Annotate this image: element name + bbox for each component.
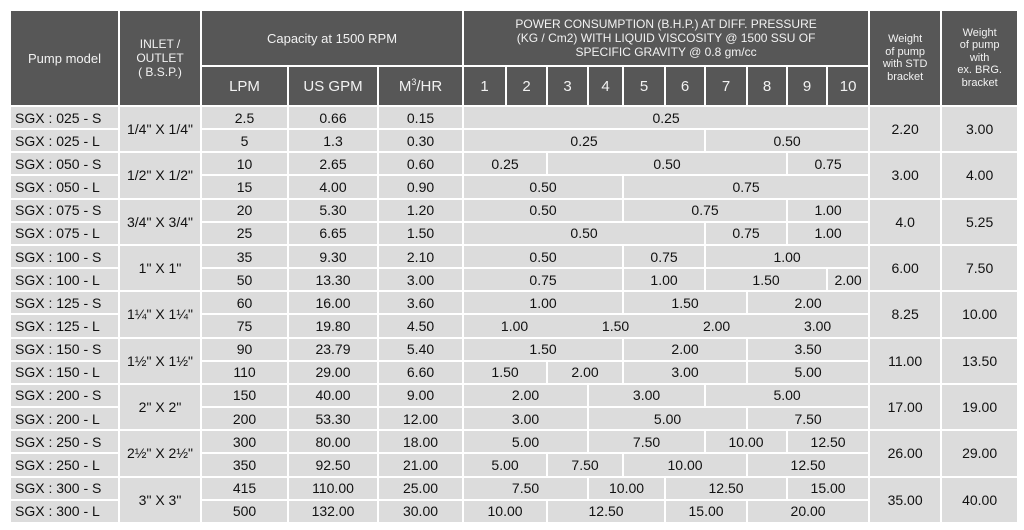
power-cell: 5.00 — [463, 430, 588, 453]
m3hr-cell: 0.30 — [378, 129, 463, 152]
power-cell: 2.00 — [827, 268, 869, 291]
model-cell: SGX : 200 - S — [10, 384, 119, 407]
lpm-cell: 2.5 — [201, 106, 288, 129]
model-cell: SGX : 050 - L — [10, 175, 119, 198]
power-cell: 10.00 — [705, 430, 787, 453]
header-row-1 — [10, 10, 1018, 66]
power-value: 1.50 — [601, 317, 630, 334]
weight-std-cell: 11.00 — [869, 338, 941, 384]
power-cell: 1.50 — [463, 361, 547, 384]
model-cell: SGX : 200 - L — [10, 407, 119, 430]
power-cell: 10.00 — [588, 477, 665, 500]
weight-ex-cell: 3.00 — [941, 106, 1018, 152]
header-m3hr: $M^3/HR$ — [378, 66, 463, 106]
power-cell: 12.50 — [787, 430, 869, 453]
power-cell: 12.50 — [747, 453, 869, 476]
lpm-cell: 350 — [201, 453, 288, 476]
model-cell: SGX : 075 - S — [10, 199, 119, 222]
lpm-cell: 500 — [201, 500, 288, 523]
power-cell: 3.00 — [588, 384, 705, 407]
weight-std-cell: 17.00 — [869, 384, 941, 430]
power-cell: 1.00 — [623, 268, 705, 291]
power-cell: 12.50 — [665, 477, 787, 500]
lpm-cell: 20 — [201, 199, 288, 222]
power-cell: 3.00 — [463, 407, 588, 430]
model-cell: SGX : 025 - L — [10, 129, 119, 152]
header-pressure-1: 1 — [463, 66, 506, 106]
size-cell: 1/2" X 1/2" — [119, 152, 201, 198]
usgpm-cell: 80.00 — [288, 430, 378, 453]
power-cell: 0.25 — [463, 106, 869, 129]
weight-ex-cell: 13.50 — [941, 338, 1018, 384]
model-cell: SGX : 125 - L — [10, 314, 119, 337]
usgpm-cell: 92.50 — [288, 453, 378, 476]
usgpm-cell: 0.66 — [288, 106, 378, 129]
usgpm-cell: 5.30 — [288, 199, 378, 222]
header-power-consumption: POWER CONSUMPTION (B.H.P.) AT DIFF. PRESSURE (KG / Cm2) WITH LIQUID VISCOSITY @ 1500 SSU OF SPECIFIC GRAVITY @ 0.8 gm/cc — [463, 10, 869, 66]
weight-std-cell: 35.00 — [869, 477, 941, 524]
power-cell: 2.00 — [463, 384, 588, 407]
table-row — [10, 430, 1018, 453]
power-cell: 0.75 — [623, 199, 787, 222]
table-row — [10, 106, 1018, 129]
weight-ex-cell: 10.00 — [941, 291, 1018, 337]
table-row — [10, 245, 1018, 268]
power-cell: 5.00 — [463, 453, 547, 476]
size-cell: 1/4" X 1/4" — [119, 106, 201, 152]
power-cell: 1.50 — [463, 338, 623, 361]
weight-std-cell: 3.00 — [869, 152, 941, 198]
model-cell: SGX : 025 - S — [10, 106, 119, 129]
weight-std-cell: 4.0 — [869, 199, 941, 245]
usgpm-cell: 16.00 — [288, 291, 378, 314]
weight-ex-cell: 40.00 — [941, 477, 1018, 524]
lpm-cell: 90 — [201, 338, 288, 361]
model-cell: SGX : 050 - S — [10, 152, 119, 175]
header-pressure-10: 10 — [827, 66, 869, 106]
power-cell: 3.00 — [623, 361, 747, 384]
header-pressure-5: 5 — [623, 66, 665, 106]
lpm-cell: 60 — [201, 291, 288, 314]
usgpm-cell: 2.65 — [288, 152, 378, 175]
header-weight-ex: Weight of pump with ex. BRG. bracket — [941, 10, 1018, 106]
model-cell: SGX : 300 - L — [10, 500, 119, 523]
m3hr-cell: 3.00 — [378, 268, 463, 291]
table-row — [10, 477, 1018, 500]
power-cell: 1.50 — [705, 268, 827, 291]
weight-std-cell: 26.00 — [869, 430, 941, 476]
lpm-cell: 75 — [201, 314, 288, 337]
m3hr-cell: 30.00 — [378, 500, 463, 523]
m3hr-cell: 12.00 — [378, 407, 463, 430]
m3hr-cell: 2.10 — [378, 245, 463, 268]
size-cell: 2" X 2" — [119, 384, 201, 430]
m3hr-cell: 3.60 — [378, 291, 463, 314]
weight-ex-cell: 19.00 — [941, 384, 1018, 430]
header-capacity: Capacity at 1500 RPM — [201, 10, 463, 66]
header-lpm: LPM — [201, 66, 288, 106]
power-cell: 0.75 — [705, 222, 787, 245]
usgpm-cell: 1.3 — [288, 129, 378, 152]
table-row — [10, 199, 1018, 222]
m3hr-cell: 4.50 — [378, 314, 463, 337]
header-pressure-7: 7 — [705, 66, 747, 106]
header-usgpm: US GPM — [288, 66, 378, 106]
power-value: 3.00 — [803, 317, 832, 334]
header-pressure-4: 4 — [588, 66, 623, 106]
model-cell: SGX : 300 - S — [10, 477, 119, 500]
table-row — [10, 291, 1018, 314]
usgpm-cell: 13.30 — [288, 268, 378, 291]
power-cell: 2.00 — [747, 291, 869, 314]
table-row — [10, 384, 1018, 407]
m3hr-cell: 9.00 — [378, 384, 463, 407]
size-cell: 3/4" X 3/4" — [119, 199, 201, 245]
m3hr-cell: 0.60 — [378, 152, 463, 175]
weight-std-cell: 2.20 — [869, 106, 941, 152]
power-cell: 20.00 — [747, 500, 869, 523]
m3hr-cell: 0.90 — [378, 175, 463, 198]
size-cell: 1½" X 1½" — [119, 338, 201, 384]
m3hr-cell: 18.00 — [378, 430, 463, 453]
lpm-cell: 10 — [201, 152, 288, 175]
power-cell: 1.00 — [787, 222, 869, 245]
power-cell: 1.00 — [787, 199, 869, 222]
header-pressure-6: 6 — [665, 66, 705, 106]
m3hr-cell: 5.40 — [378, 338, 463, 361]
m3hr-cell: 1.20 — [378, 199, 463, 222]
power-cell: 1.00 — [705, 245, 869, 268]
header-pressure-8: 8 — [747, 66, 787, 106]
header-weight-std: Weight of pump with STD bracket — [869, 10, 941, 106]
lpm-cell: 25 — [201, 222, 288, 245]
usgpm-cell: 132.00 — [288, 500, 378, 523]
m3hr-cell: 25.00 — [378, 477, 463, 500]
weight-ex-cell: 7.50 — [941, 245, 1018, 291]
power-cell: 0.75 — [787, 152, 869, 175]
power-cell: 7.50 — [547, 453, 623, 476]
size-cell: 1" X 1" — [119, 245, 201, 291]
lpm-cell: 300 — [201, 430, 288, 453]
power-cell: 0.75 — [463, 268, 623, 291]
model-cell: SGX : 150 - L — [10, 361, 119, 384]
table-row — [10, 152, 1018, 175]
power-cell: 0.75 — [623, 245, 705, 268]
size-cell: 3" X 3" — [119, 477, 201, 524]
lpm-cell: 50 — [201, 268, 288, 291]
power-value: 2.00 — [702, 317, 731, 334]
usgpm-cell: 29.00 — [288, 361, 378, 384]
model-cell: SGX : 075 - L — [10, 222, 119, 245]
usgpm-cell: 53.30 — [288, 407, 378, 430]
lpm-cell: 110 — [201, 361, 288, 384]
lpm-cell: 35 — [201, 245, 288, 268]
power-cell: 10.00 — [623, 453, 747, 476]
power-cell: 0.50 — [463, 199, 623, 222]
weight-ex-cell: 4.00 — [941, 152, 1018, 198]
power-cell: 7.50 — [747, 407, 869, 430]
power-cell: 3.50 — [747, 338, 869, 361]
power-cell: 2.00 — [623, 338, 747, 361]
header-pump-model: Pump model — [10, 10, 119, 106]
power-cell: 7.50 — [463, 477, 588, 500]
power-cell: 0.25 — [463, 152, 547, 175]
m3hr-cell: 21.00 — [378, 453, 463, 476]
usgpm-cell: 110.00 — [288, 477, 378, 500]
power-values — [464, 315, 868, 336]
power-cell: 0.75 — [623, 175, 869, 198]
weight-ex-cell: 29.00 — [941, 430, 1018, 476]
table-row — [10, 338, 1018, 361]
lpm-cell: 150 — [201, 384, 288, 407]
model-cell: SGX : 125 - S — [10, 291, 119, 314]
m3hr-cell: 6.60 — [378, 361, 463, 384]
power-cell — [463, 314, 869, 337]
power-cell: 0.50 — [547, 152, 787, 175]
power-cell: 12.50 — [547, 500, 665, 523]
power-cell: 7.50 — [588, 430, 705, 453]
model-cell: SGX : 150 - S — [10, 338, 119, 361]
size-cell: 2½" X 2½" — [119, 430, 201, 476]
model-cell: SGX : 100 - L — [10, 268, 119, 291]
power-cell: 0.50 — [463, 245, 623, 268]
usgpm-cell: 23.79 — [288, 338, 378, 361]
power-cell: 15.00 — [665, 500, 747, 523]
power-cell: 0.50 — [705, 129, 869, 152]
power-cell: 1.50 — [623, 291, 747, 314]
lpm-cell: 5 — [201, 129, 288, 152]
usgpm-cell: 4.00 — [288, 175, 378, 198]
weight-std-cell: 8.25 — [869, 291, 941, 337]
power-cell: 1.00 — [463, 291, 623, 314]
power-cell: 0.50 — [463, 222, 705, 245]
power-cell: 2.00 — [547, 361, 623, 384]
model-cell: SGX : 250 - S — [10, 430, 119, 453]
model-cell: SGX : 250 - L — [10, 453, 119, 476]
m3hr-cell: 0.15 — [378, 106, 463, 129]
usgpm-cell: 9.30 — [288, 245, 378, 268]
m3hr-cell: 1.50 — [378, 222, 463, 245]
power-cell: 0.25 — [463, 129, 705, 152]
header-inlet-outlet: INLET / OUTLET ( B.S.P.) — [119, 10, 201, 106]
lpm-cell: 15 — [201, 175, 288, 198]
model-cell: SGX : 100 - S — [10, 245, 119, 268]
lpm-cell: 200 — [201, 407, 288, 430]
usgpm-cell: 40.00 — [288, 384, 378, 407]
power-cell: 10.00 — [463, 500, 547, 523]
lpm-cell: 415 — [201, 477, 288, 500]
header-pressure-9: 9 — [787, 66, 827, 106]
weight-ex-cell: 5.25 — [941, 199, 1018, 245]
power-cell: 0.50 — [463, 175, 623, 198]
power-cell: 5.00 — [705, 384, 869, 407]
power-cell: 5.00 — [747, 361, 869, 384]
power-cell: 5.00 — [588, 407, 747, 430]
header-pressure-3: 3 — [547, 66, 588, 106]
power-cell: 15.00 — [787, 477, 869, 500]
usgpm-cell: 19.80 — [288, 314, 378, 337]
pump-spec-table — [9, 9, 1019, 524]
usgpm-cell: 6.65 — [288, 222, 378, 245]
header-pressure-2: 2 — [506, 66, 547, 106]
size-cell: 1¼" X 1¼" — [119, 291, 201, 337]
weight-std-cell: 6.00 — [869, 245, 941, 291]
power-value: 1.00 — [500, 317, 529, 334]
